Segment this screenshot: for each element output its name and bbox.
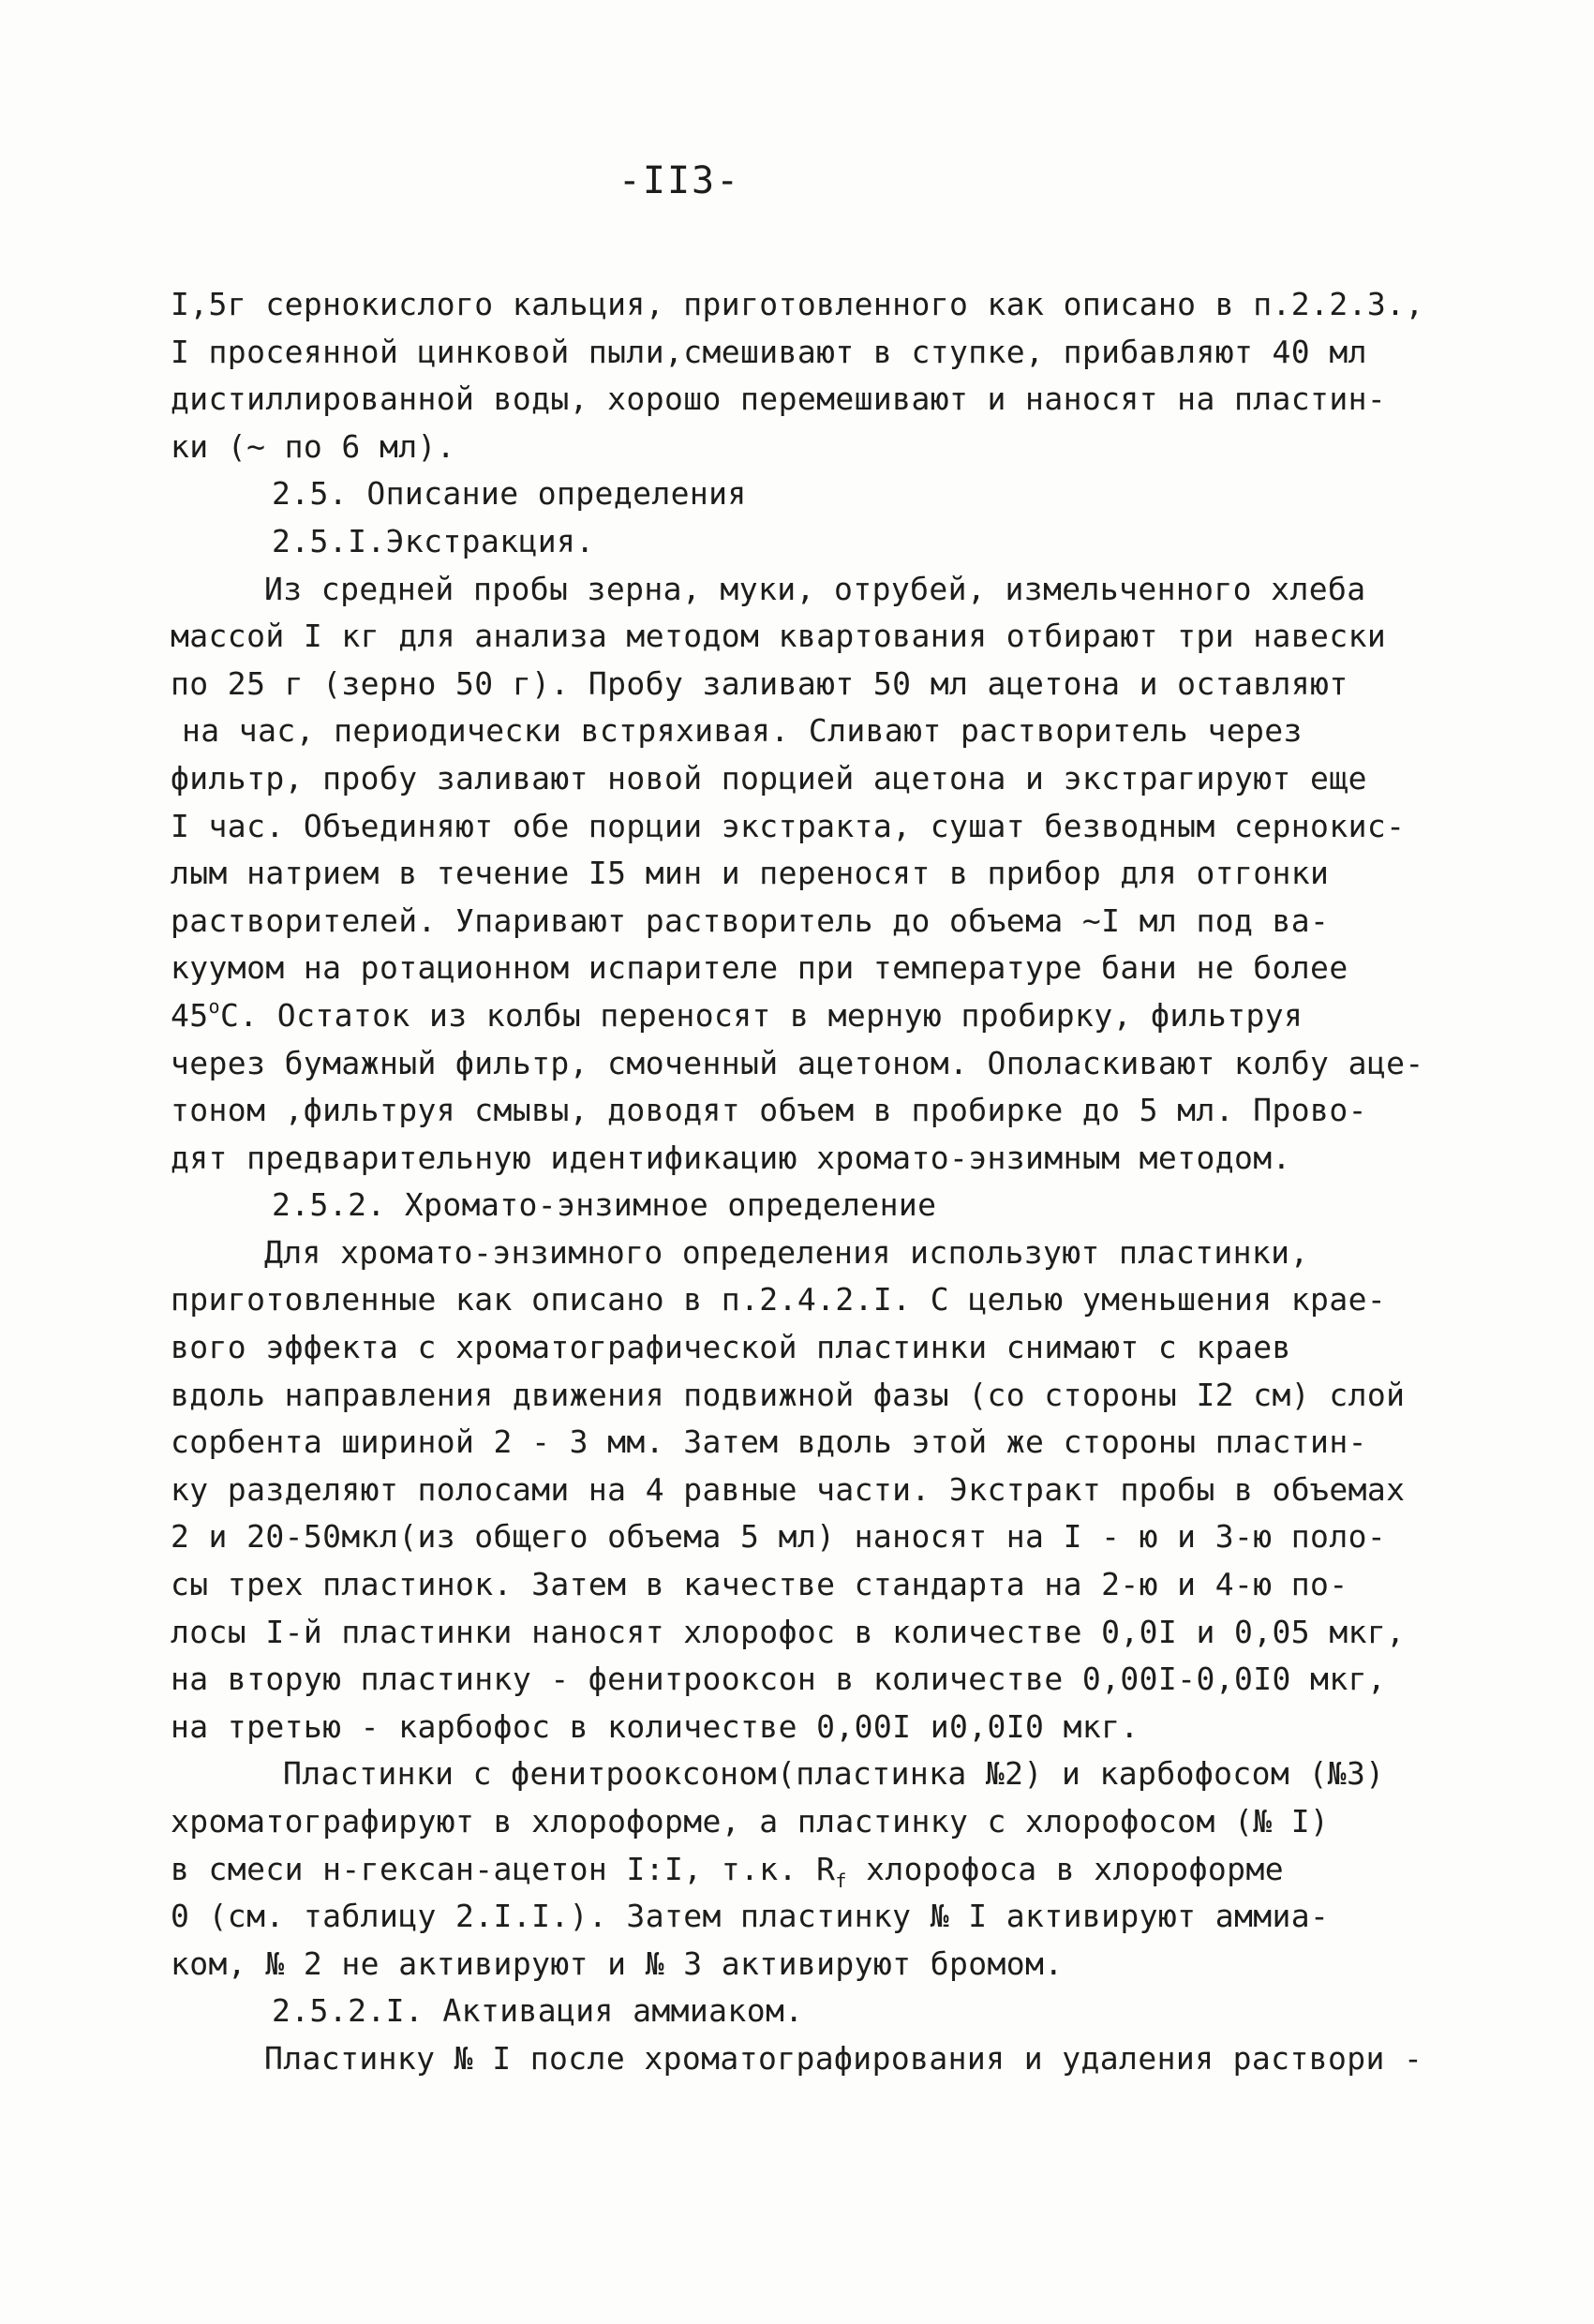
- text-line: 2 и 20-50мкл(из общего объема 5 мл) наносят на I - ю и 3-ю поло-: [171, 1518, 1387, 1556]
- text-line: вого эффекта с хроматографической пластинки снимают с краев: [171, 1329, 1291, 1366]
- rf-subscript: f: [835, 1869, 847, 1892]
- text-line: сорбента шириной 2 - 3 мм. Затем вдоль этой же стороны пластин-: [171, 1423, 1367, 1461]
- degree-mark: o: [208, 994, 220, 1018]
- text-line: I просеянной цинковой пыли,смешивают в ступке, прибавляют 40 мл: [171, 333, 1367, 370]
- text-line: на вторую пластинку - фенитрооксон в количестве 0,00I-0,0I0 мкг,: [171, 1661, 1387, 1698]
- text-line: лосы I-й пластинки наносят хлорофос в количестве 0,0I и 0,05 мкг,: [171, 1613, 1406, 1650]
- subsection-heading: 2.5.I.Экстракция.: [272, 522, 595, 559]
- text-line: лым натрием в течение I5 мин и переносят в прибор для отгонки: [171, 855, 1330, 892]
- text-line: через бумажный фильтр, смоченный ацетоном. Ополаскивают колбу аце-: [171, 1044, 1424, 1081]
- text-line: куумом на ротационном испарителе при температуре бани не более: [171, 949, 1348, 987]
- section-heading: 2.5. Описание определения: [272, 475, 747, 513]
- text-line: массой I кг для анализа методом квартования отбирают три навески: [171, 618, 1387, 655]
- subsection-heading: 2.5.2. Хромато-энзимное определение: [272, 1186, 937, 1224]
- text-line: по 25 г (зерно 50 г). Пробу заливают 50 мл ацетона и оставляют: [171, 664, 1348, 702]
- text-line: 0 (см. таблицу 2.I.I.). Затем пластинку № I активируют аммиа-: [171, 1898, 1330, 1935]
- text-line: приготовленные как описано в п.2.4.2.I. С целью уменьшения крае-: [171, 1281, 1387, 1318]
- text-line: I,5г сернокислого кальция, приготовленного как описано в п.2.2.3.,: [171, 286, 1424, 322]
- text-line: дистиллированной воды, хорошо перемешивают и наносят на пластин-: [171, 380, 1387, 418]
- text-line: ку разделяют полосами на 4 равные части. Экстракт пробы в объемах: [171, 1470, 1406, 1508]
- text-line: Пластинку № I после хроматографирования и удаления раствори -: [264, 2039, 1423, 2077]
- text-line: сы трех пластинок. Затем в качестве стандарта на 2-ю и 4-ю по-: [171, 1566, 1348, 1603]
- text-line: хроматографируют в хлороформе, а пластинку с хлорофосом (№ I): [171, 1803, 1330, 1840]
- text-line: ком, № 2 не активируют и № 3 активируют бромом.: [171, 1944, 1064, 1982]
- temperature-value: 45: [171, 996, 209, 1034]
- text-line: на час, периодически встряхивая. Сливают растворитель через: [182, 712, 1303, 750]
- text-line: растворителей. Упаривают растворитель до объема ~I мл под ва-: [171, 901, 1330, 939]
- text-line: на третью - карбофос в количестве 0,00I и0,0I0 мкг.: [171, 1707, 1140, 1745]
- body-text: [171, 281, 1445, 2083]
- text-line: Из средней пробы зерна, муки, отрубей, измельченного хлеба: [264, 570, 1366, 607]
- subsection-heading: 2.5.2.I. Активация аммиаком.: [272, 1992, 804, 2030]
- text-line: дят предварительную идентификацию хромато-энзимным методом.: [171, 1139, 1291, 1176]
- text-line: ки (~ по 6 мл).: [171, 427, 456, 465]
- text-line: вдоль направления движения подвижной фазы (со стороны I2 см) слой: [171, 1376, 1406, 1413]
- text-line: [171, 992, 1445, 1040]
- text-line: фильтр, пробу заливают новой порцией ацетона и экстрагируют еще: [171, 759, 1367, 797]
- text-line: Пластинки с фенитрооксоном(пластинка №2) и карбофосом (№3): [283, 1755, 1385, 1793]
- text-line: I час. Объединяют обе порции экстракта, сушат безводным сернокис-: [171, 807, 1406, 844]
- text-line-rest: хлорофоса в хлороформе: [846, 1850, 1284, 1887]
- text-line: [171, 1846, 1445, 1894]
- text-line-start: в смеси н-гексан-ацетон I:I, т.к. R: [171, 1850, 836, 1887]
- text-line: тоном ,фильтруя смывы, доводят объем в пробирке до 5 мл. Прово-: [171, 1092, 1367, 1129]
- text-line: Для хромато-энзимного определения используют пластинки,: [264, 1233, 1309, 1271]
- page-number: -II3-: [618, 159, 741, 202]
- text-line-rest: C. Остаток из колбы переносят в мерную пробирку, фильтруя: [220, 996, 1304, 1034]
